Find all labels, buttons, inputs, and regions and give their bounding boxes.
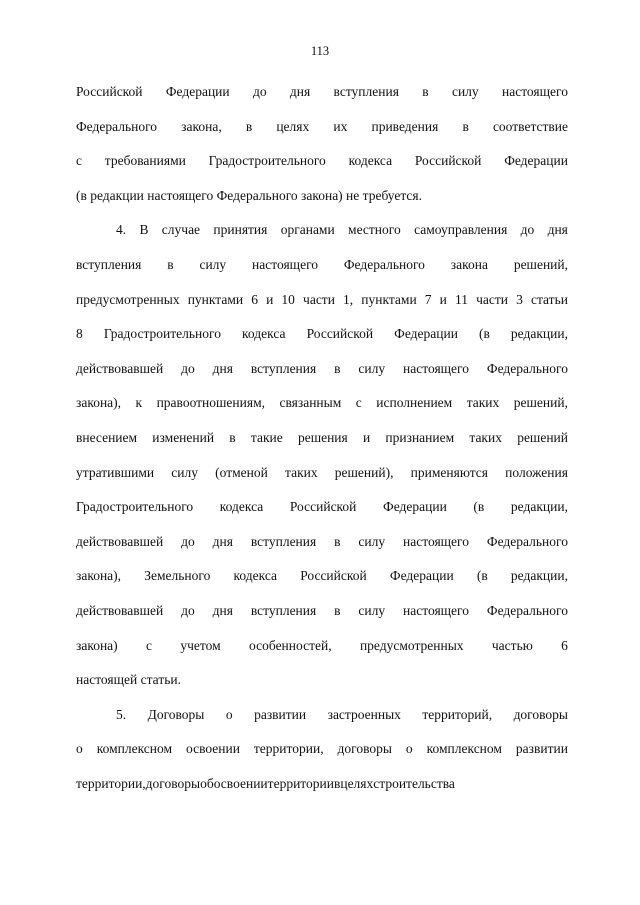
word: требованиями <box>104 153 186 169</box>
word: таких <box>466 395 500 411</box>
word: до <box>252 84 267 99</box>
page-number: 113 <box>310 44 330 58</box>
word: изменений <box>152 429 215 445</box>
word: пунктами <box>187 291 244 307</box>
word: 10 <box>281 291 295 307</box>
word: применяются <box>410 464 488 480</box>
text-line <box>76 663 568 698</box>
word: настоящей статьи. <box>76 672 181 688</box>
word: договоры <box>337 741 392 757</box>
word: предусмотренных <box>76 291 180 307</box>
word: 6 <box>251 291 258 307</box>
word: (отменой <box>215 464 268 480</box>
word: кодекса <box>219 499 264 515</box>
word: договоры <box>145 775 201 791</box>
word: в <box>334 360 341 376</box>
word: 8 <box>76 326 83 342</box>
word: и <box>362 429 371 445</box>
text-line <box>76 421 568 456</box>
text-line <box>76 213 568 248</box>
word: с <box>355 395 362 411</box>
word: вступления <box>250 360 317 376</box>
document-body <box>76 75 568 801</box>
text-line <box>76 698 568 733</box>
word: дня <box>547 222 568 238</box>
word: освоении <box>186 741 240 757</box>
word: 5. <box>116 706 127 722</box>
text-line <box>76 248 568 283</box>
word: дня <box>212 360 233 376</box>
word: в <box>229 429 236 445</box>
word: территорий, <box>422 706 493 722</box>
word: действовавшей <box>76 602 164 618</box>
word: до <box>520 222 535 238</box>
word: действовавшей <box>76 533 164 549</box>
word: случае <box>161 222 201 238</box>
word: Градостроительного <box>208 153 326 169</box>
word: (в <box>476 568 488 584</box>
word: Земельного <box>144 568 211 584</box>
word: комплексном <box>96 741 173 757</box>
word: таких <box>469 429 502 445</box>
word: с <box>146 637 153 653</box>
word: настоящего <box>403 533 470 549</box>
word: Российской <box>300 568 367 584</box>
word: внесением <box>76 429 138 445</box>
word: 4. <box>116 222 127 238</box>
text-line <box>76 317 568 352</box>
text-line <box>76 525 568 560</box>
word: кодекса <box>242 326 286 342</box>
word: о <box>225 706 233 722</box>
word: редакции, <box>510 499 568 515</box>
word: о <box>405 741 413 757</box>
word: в <box>334 533 341 549</box>
word: 6 <box>561 637 568 653</box>
word: решений), <box>334 464 394 480</box>
word: территории <box>267 775 334 791</box>
word: в <box>334 602 341 618</box>
word: части <box>476 291 509 307</box>
word: до <box>181 533 195 549</box>
word: вступления <box>76 256 142 272</box>
word: закона, <box>181 118 222 134</box>
word: настоящего <box>403 602 470 618</box>
text-line <box>76 629 568 664</box>
word: 1, <box>343 291 354 307</box>
word: исполнением <box>376 395 453 411</box>
word: пунктами <box>361 291 417 307</box>
word: особенностей, <box>249 637 332 653</box>
text-line <box>76 144 568 179</box>
word: Договоры <box>147 706 205 722</box>
text-line <box>76 352 568 387</box>
word: Федерации <box>165 84 230 99</box>
word: Федерации <box>394 326 458 342</box>
word: действовавшей <box>76 360 164 376</box>
word: вступления <box>250 602 317 618</box>
word: 3 <box>516 291 523 307</box>
word: территории, <box>76 775 146 791</box>
word: и <box>266 291 274 307</box>
word: развитии <box>254 706 307 722</box>
word: закона) <box>76 637 118 653</box>
text-line <box>76 490 568 525</box>
word: (в <box>478 326 490 342</box>
word: решений, <box>513 395 568 411</box>
word: редакции, <box>510 326 568 342</box>
word: к <box>135 395 143 411</box>
word: кодекса <box>233 568 277 584</box>
word: приведения <box>371 118 439 134</box>
word: до <box>181 602 195 618</box>
word: развитии <box>515 741 568 757</box>
text-line <box>76 283 568 318</box>
word: Российской <box>414 153 482 169</box>
word: Российской <box>289 499 357 515</box>
word: договоры <box>513 706 568 722</box>
word: силу <box>451 84 479 99</box>
word: утратившими <box>76 464 155 480</box>
word: вступления <box>250 533 317 549</box>
text-line <box>76 767 568 802</box>
word: и <box>439 291 447 307</box>
word: настоящего <box>502 84 568 99</box>
word: органами <box>280 222 335 238</box>
word: признанием <box>385 429 455 445</box>
word: в <box>167 256 174 272</box>
word: Федерации <box>383 499 447 515</box>
word: правоотношениям, <box>156 395 265 411</box>
word: строительства <box>373 775 455 791</box>
word: учетом <box>180 637 221 653</box>
word: Федерации <box>389 568 454 584</box>
word: освоении <box>213 775 268 791</box>
word: дня <box>212 602 233 618</box>
word: решений, <box>513 256 568 272</box>
word: в <box>333 775 341 791</box>
word: закона), <box>76 568 122 584</box>
word: силу <box>199 256 227 272</box>
word: решения <box>297 429 348 445</box>
word: об <box>200 775 214 791</box>
word: настоящего <box>403 360 470 376</box>
word: дня <box>289 84 311 99</box>
text-line <box>76 75 568 110</box>
text-line <box>76 456 568 491</box>
word: Российской <box>306 326 374 342</box>
word: В <box>139 222 149 238</box>
word: закона <box>450 256 488 272</box>
word: силу <box>358 360 386 376</box>
word: связанным <box>279 395 342 411</box>
word: Российской <box>76 84 143 99</box>
word: статьи <box>530 291 568 307</box>
word: их <box>333 118 348 134</box>
word: решений <box>517 429 568 445</box>
word: частью <box>491 637 533 653</box>
word: в <box>422 84 429 99</box>
word: (в редакции настоящего Федерального закона) не требуется. <box>76 187 423 203</box>
word: в <box>245 118 253 134</box>
word: 7 <box>424 291 432 307</box>
text-line <box>76 110 568 145</box>
word: Федерального <box>486 360 568 376</box>
word: положения <box>505 464 568 480</box>
word: соответствие <box>492 118 568 134</box>
word: о <box>76 741 83 757</box>
word: Градостроительного <box>103 326 221 342</box>
word: Федерального <box>486 602 568 618</box>
word: силу <box>358 602 386 618</box>
word: территории, <box>253 741 324 757</box>
word: Федерального <box>486 533 568 549</box>
word: до <box>181 360 195 376</box>
word: редакции, <box>510 568 568 584</box>
word: части <box>303 291 335 307</box>
word: таких <box>285 464 318 480</box>
word: Федерального <box>343 256 425 272</box>
word: вступления <box>333 84 399 99</box>
word: целях <box>340 775 374 791</box>
word: принятия <box>213 222 268 238</box>
text-line <box>76 732 568 767</box>
word: в <box>462 118 469 134</box>
word: местного <box>348 222 401 238</box>
text-line <box>76 179 568 214</box>
text-line <box>76 559 568 594</box>
word: такие <box>250 429 283 445</box>
word: застроенных <box>327 706 401 722</box>
word: комплексном <box>426 741 502 757</box>
word: Федерального <box>76 118 158 134</box>
word: силу <box>171 464 198 480</box>
word: кодекса <box>348 153 393 169</box>
word: закона), <box>76 395 122 411</box>
text-line <box>76 594 568 629</box>
word: дня <box>212 533 233 549</box>
word: (в <box>473 499 485 515</box>
word: предусмотренных <box>359 637 464 653</box>
word: настоящего <box>252 256 319 272</box>
word: Федерации <box>504 153 568 169</box>
word: с <box>76 153 82 169</box>
word: 11 <box>455 291 468 307</box>
word: Градостроительного <box>76 499 194 515</box>
word: силу <box>358 533 386 549</box>
text-line <box>76 386 568 421</box>
word: целях <box>276 118 310 134</box>
word: самоуправления <box>414 222 508 238</box>
